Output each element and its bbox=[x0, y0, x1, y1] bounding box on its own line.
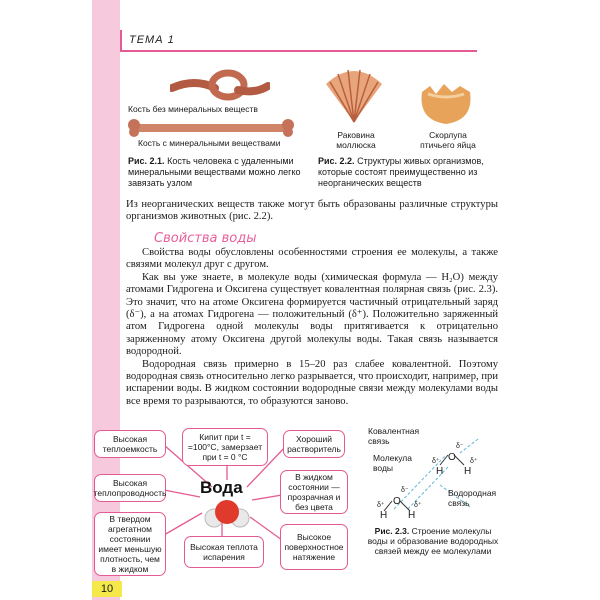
property-surface-tension: Высокое поверхностное натяжение bbox=[280, 524, 348, 570]
topic-header bbox=[120, 30, 477, 52]
property-thermal-conductivity: Высокая теплопроводность bbox=[94, 474, 166, 502]
atom-o-2: O bbox=[393, 496, 401, 507]
covalent-bond-label: Ковалентная связь bbox=[368, 426, 420, 446]
figure-2-1-text: Кость человека с удаленными минеральными веществами можно легко завязать узлом bbox=[128, 156, 301, 188]
hydrogen-bond-label: Водородная связь bbox=[448, 488, 497, 508]
topic-title: ТЕМА 1 bbox=[129, 34, 175, 46]
figure-2-2-caption bbox=[318, 156, 496, 189]
water-molecule-icon bbox=[202, 498, 252, 528]
figure-2-1-number: Рис. 2.1. bbox=[128, 156, 165, 166]
delta-plus-4: δ⁺ bbox=[414, 502, 422, 509]
eggshell-label: Скорлупа птичьего яйца bbox=[420, 130, 476, 150]
property-heat-of-vaporization: Высокая теплота испарения bbox=[184, 536, 264, 568]
delta-plus-2: δ⁺ bbox=[470, 458, 478, 465]
bone-label: Кость с минеральными веществами bbox=[138, 138, 281, 148]
atom-h-3: H bbox=[380, 510, 388, 521]
property-transparent: В жидком состоянии — прозрачная и без цвета bbox=[280, 470, 348, 514]
water-center bbox=[196, 478, 268, 530]
atom-h-2: H bbox=[464, 466, 472, 477]
property-boiling-point: Кипит при t = =100°C, замерзает при t = 0 °C bbox=[182, 428, 268, 466]
section-title: Свойства воды bbox=[154, 231, 257, 246]
figure-2-1-caption bbox=[128, 156, 306, 189]
figure-2-3-text: Строение молекулы воды и образование водородных связей между ее молекулами bbox=[367, 526, 499, 556]
water-title: Вода bbox=[200, 478, 243, 497]
knotted-bone-label: Кость без минеральных веществ bbox=[128, 104, 258, 114]
delta-plus-3: δ⁺ bbox=[377, 502, 385, 509]
figure-2-3-number: Рис. 2.3. bbox=[374, 526, 410, 536]
atom-o-1: O bbox=[448, 452, 456, 463]
property-density: В твердом агрегатном состоянии имеет меньшую плотность, чем в жидком bbox=[94, 512, 166, 576]
knotted-bone-image bbox=[170, 68, 270, 104]
property-solvent: Хороший растворитель bbox=[283, 430, 345, 458]
body-text bbox=[126, 247, 498, 408]
paragraph-2: Как вы уже знаете, в молекуле воды (химическая формула — H₂O) между атомами Гидрогена и Оксигена существует ковалентная полярная связь (рис. 2.3). Это значит, что на атоме Оксигена формируется частичный отрицательный заряд (δ⁻), а на атомах Гидрогена — положительный (δ⁺). Положительно заряженный атом Гидрогена одной молекулы воды притягивается к отрицательно заряженному атому Оксигена другой молекулы воды. Такая связь называется водородной. bbox=[126, 271, 498, 358]
bone-image bbox=[126, 118, 296, 138]
page-number: 10 bbox=[92, 581, 122, 597]
delta-plus-1: δ⁺ bbox=[432, 458, 440, 465]
figure-2-3-caption bbox=[366, 526, 500, 556]
paragraph-1: Свойства воды обусловлены особенностями строения ее молекулы, а также связями молекул друг с другом. bbox=[126, 247, 498, 271]
molecule-label: Молекула воды bbox=[373, 453, 412, 473]
paragraph-3: Водородная связь примерно в 15–20 раз слабее ковалентной. Поэтому водородная связь относительно легко разрывается, что происходит, например, при испарении воды. В жидком состоянии водородные связи между молекулами воды все время то разрываются, то образуются заново. bbox=[126, 358, 498, 407]
intro-paragraph: Из неорганических веществ также могут быть образованы различные структуры организмов животных (рис. 2.2). bbox=[126, 199, 498, 223]
atom-h-4: H bbox=[408, 510, 416, 521]
property-heat-capacity: Высокая теплоемкость bbox=[94, 430, 166, 458]
figure-2-2-number: Рис. 2.2. bbox=[318, 156, 355, 166]
shell-image bbox=[322, 64, 386, 126]
shell-label: Раковина моллюска bbox=[336, 130, 376, 150]
delta-minus-2: δ⁻ bbox=[401, 487, 409, 494]
atom-h-1: H bbox=[436, 466, 444, 477]
delta-minus-1: δ⁻ bbox=[456, 443, 464, 450]
figure-2-2-text: Структуры живых организмов, которые состоят преимущественно из неорганических веществ bbox=[318, 156, 484, 188]
eggshell-image bbox=[418, 70, 474, 126]
